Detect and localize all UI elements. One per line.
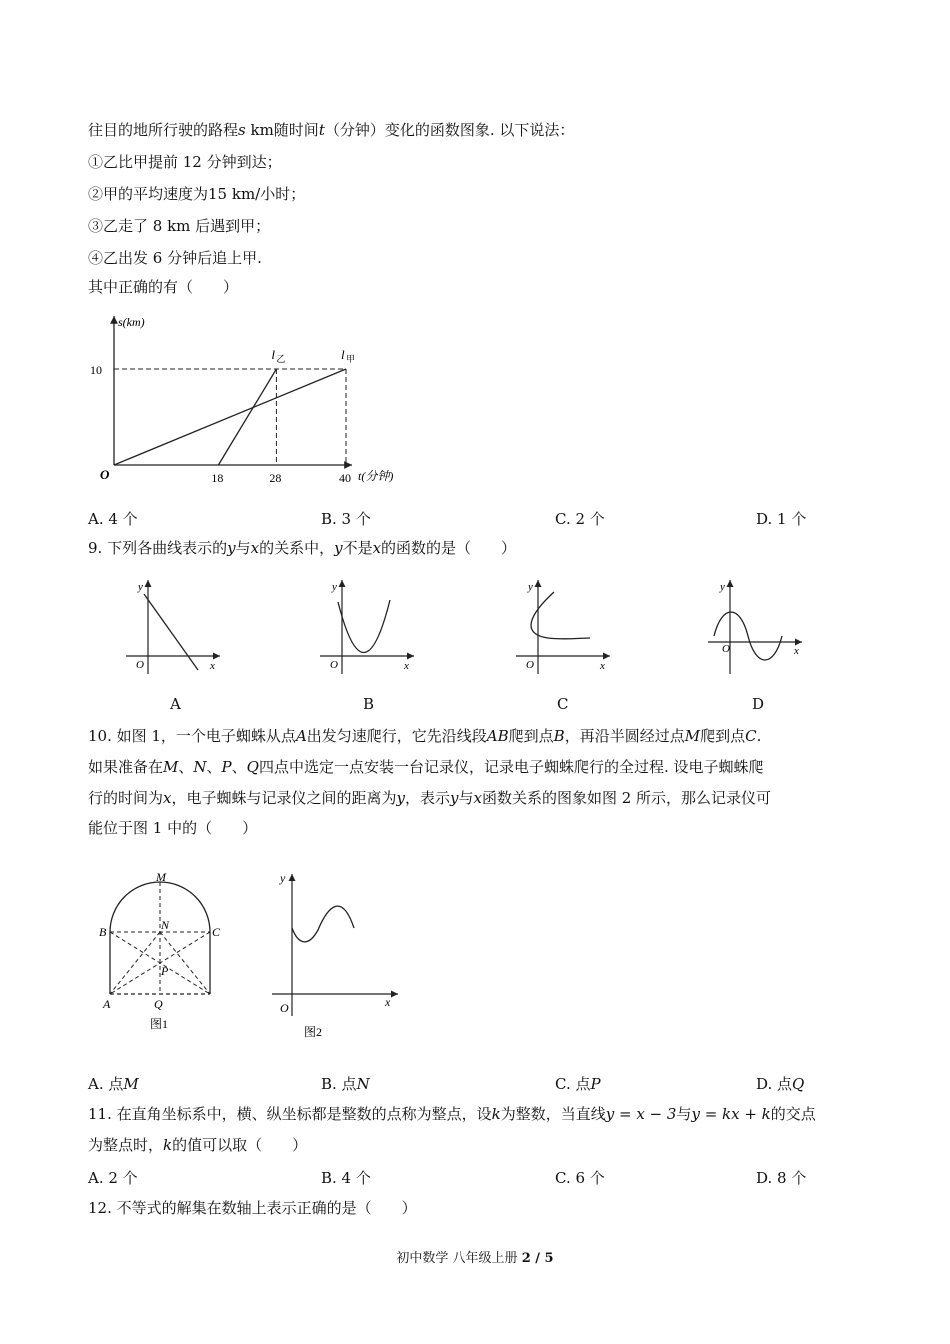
origin-label: O bbox=[526, 659, 534, 671]
y-axis-label: y bbox=[138, 581, 143, 593]
q8-statement-1: ①乙比甲提前 12 分钟到达； bbox=[88, 153, 282, 171]
page-number: 2 / 5 bbox=[521, 1251, 554, 1266]
x-axis-label: x bbox=[404, 660, 409, 672]
y-axis-label: y bbox=[720, 581, 725, 593]
q11-option-b[interactable]: B. 4 个 bbox=[321, 1169, 371, 1187]
page-footer: 初中数学 八年级上册 2 / 5 bbox=[396, 1251, 554, 1266]
q11-option-d[interactable]: D. 8 个 bbox=[756, 1169, 807, 1187]
origin-label: O bbox=[722, 643, 730, 655]
origin-label: O bbox=[280, 1001, 289, 1015]
q10-option-c[interactable]: C. 点P bbox=[555, 1075, 601, 1093]
q10-option-d[interactable]: D. 点Q bbox=[756, 1075, 805, 1093]
origin-label: O bbox=[100, 467, 110, 482]
q9-graph-b[interactable] bbox=[312, 574, 422, 679]
q11-line-1: 11. 在直角坐标系中，横、纵坐标都是整数的点称为整点，设k为整数，当直线y = x − 3与y = kx + k的交点 bbox=[88, 1105, 816, 1123]
q9-label-b: B bbox=[363, 695, 375, 713]
q10-line-4: 能位于图 1 中的（ ） bbox=[88, 819, 258, 837]
figure-1-caption: 图1 bbox=[150, 1017, 169, 1031]
q8-option-a[interactable]: A. 4 个 bbox=[88, 510, 138, 528]
series-label-sub-yi: 乙 bbox=[276, 354, 286, 364]
series-label-sub-jia: 甲 bbox=[346, 354, 356, 364]
origin-label: O bbox=[330, 659, 338, 671]
x-tick-label-40: 40 bbox=[339, 471, 351, 485]
curve-line bbox=[144, 594, 198, 670]
point-n-label: N bbox=[161, 918, 170, 932]
figure-2-caption: 图2 bbox=[304, 1025, 323, 1039]
x-axis-label: x bbox=[385, 995, 391, 1009]
y-axis-label: y bbox=[528, 581, 533, 593]
q8-option-c[interactable]: C. 2 个 bbox=[555, 510, 605, 528]
origin-label: O bbox=[136, 659, 144, 671]
distance-curve bbox=[292, 906, 354, 942]
q10-option-b[interactable]: B. 点N bbox=[321, 1075, 370, 1093]
x-tick-label-28: 28 bbox=[269, 471, 282, 485]
x-axis-label: x bbox=[210, 660, 215, 672]
series-label-jia: l bbox=[341, 347, 345, 362]
q10-line-1: 10. 如图 1，一个电子蜘蛛从点A出发匀速爬行，它先沿线段AB爬到点B，再沿半圆经过点M爬到点C. bbox=[88, 727, 762, 745]
q8-statement-2: ②甲的平均速度为15 km/小时； bbox=[88, 185, 306, 203]
q11-line-2: 为整点时，k的值可以取（ ） bbox=[88, 1136, 308, 1154]
q8-intro: 往目的地所行驶的路程s km随时间t（分钟）变化的函数图象. 以下说法： bbox=[88, 121, 575, 139]
q11-option-a[interactable]: A. 2 个 bbox=[88, 1169, 138, 1187]
q9-text: 9. 下列各曲线表示的y与x的关系中，y不是x的函数的是（ ） bbox=[88, 539, 517, 557]
series-line-jia bbox=[114, 369, 346, 465]
series-line-yi bbox=[218, 369, 276, 465]
curve-parabola bbox=[338, 600, 390, 653]
point-m-label: M bbox=[156, 870, 166, 884]
y-tick-label-10: 10 bbox=[90, 363, 102, 377]
q8-prompt: 其中正确的有（ ） bbox=[88, 278, 239, 296]
q9-graph-d[interactable] bbox=[700, 574, 810, 679]
x-axis-label: t(分钟) bbox=[358, 469, 394, 483]
y-axis-label: y bbox=[280, 871, 286, 885]
q8-statement-3: ③乙走了 8 km 后遇到甲； bbox=[88, 217, 271, 235]
diagonal-4 bbox=[160, 932, 210, 994]
q10-option-a[interactable]: A. 点M bbox=[88, 1075, 139, 1093]
q10-figure-1 bbox=[98, 868, 238, 1038]
q8-option-d[interactable]: D. 1 个 bbox=[756, 510, 807, 528]
q11-option-c[interactable]: C. 6 个 bbox=[555, 1169, 605, 1187]
point-p-label: P bbox=[161, 964, 169, 978]
q8-option-b[interactable]: B. 3 个 bbox=[321, 510, 371, 528]
x-axis-label: x bbox=[600, 660, 605, 672]
q10-line-2: 如果准备在M、N、P、Q四点中选定一点安装一台记录仪，记录电子蜘蛛爬行的全过程. 设电子蜘蛛爬 bbox=[88, 758, 764, 776]
series-label-yi: l bbox=[271, 347, 276, 362]
x-tick-label-18: 18 bbox=[211, 471, 224, 485]
q9-label-a: A bbox=[170, 695, 181, 713]
q8-statement-4: ④乙出发 6 分钟后追上甲. bbox=[88, 249, 262, 267]
x-axis-label: x bbox=[794, 645, 799, 657]
q12-text: 12. 不等式的解集在数轴上表示正确的是（ ） bbox=[88, 1199, 417, 1217]
point-c-label: C bbox=[212, 925, 221, 939]
distance-time-chart bbox=[82, 310, 394, 495]
point-q-label: Q bbox=[154, 997, 163, 1011]
y-axis-label: y bbox=[332, 581, 337, 593]
q9-label-c: C bbox=[557, 695, 569, 713]
diagonal-3 bbox=[110, 932, 160, 994]
q9-label-d: D bbox=[752, 695, 765, 713]
q10-line-3: 行的时间为x，电子蜘蛛与记录仪之间的距离为y，表示y与x函数关系的图象如图 2 所示，那么记录仪可 bbox=[88, 789, 772, 807]
y-axis-label: s(km) bbox=[118, 315, 145, 329]
curve-nonfunction bbox=[531, 592, 590, 639]
q9-graph-a[interactable] bbox=[118, 574, 228, 679]
point-a-label: A bbox=[103, 997, 111, 1011]
q9-graph-c[interactable] bbox=[508, 574, 618, 679]
point-b-label: B bbox=[99, 925, 107, 939]
q10-figure-2 bbox=[268, 866, 408, 1046]
